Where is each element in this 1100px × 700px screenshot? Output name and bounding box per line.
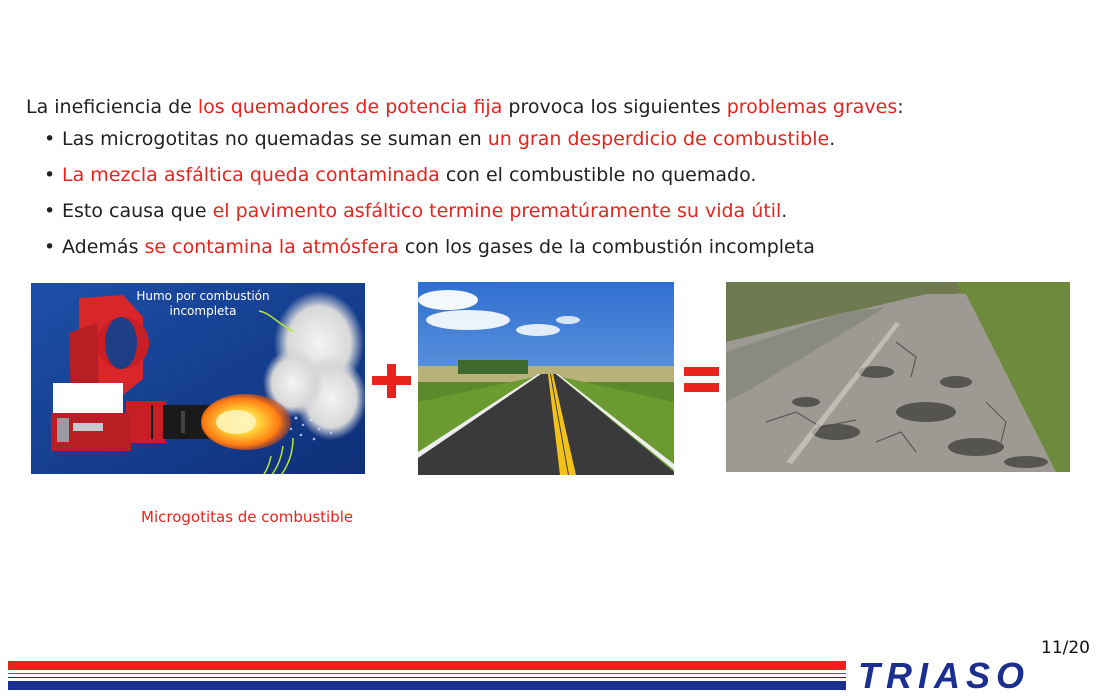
footer-stripe-blue-thin bbox=[8, 677, 846, 678]
bullet-text: con los gases de la combustión incompleta bbox=[398, 236, 815, 258]
intro-highlight-burners: los quemadores de potencia fija bbox=[197, 96, 503, 118]
equals-icon bbox=[684, 367, 719, 393]
triaso-logo: TRIASO bbox=[858, 655, 1031, 696]
new-road-image bbox=[418, 282, 674, 475]
bullet-dot-icon: • bbox=[44, 164, 56, 186]
intro-prefix: La ineficiencia de bbox=[26, 96, 198, 118]
list-item bbox=[44, 164, 835, 200]
plus-icon bbox=[371, 364, 411, 398]
bullet-dot-icon: • bbox=[44, 128, 56, 150]
bullet-dot-icon: • bbox=[44, 236, 56, 258]
intro-sentence bbox=[26, 96, 904, 118]
intro-middle: provoca los siguientes bbox=[502, 96, 727, 118]
bullet-highlight: un gran desperdicio de combustible bbox=[487, 128, 830, 150]
list-item bbox=[44, 128, 835, 164]
bullet-text: Esto causa que bbox=[62, 200, 213, 222]
fuel-droplets-label: Microgotitas de combustible bbox=[141, 508, 354, 526]
bullet-dot-icon: • bbox=[44, 200, 56, 222]
damaged-road-image bbox=[726, 282, 1070, 472]
footer-stripe-red bbox=[8, 661, 846, 670]
list-item bbox=[44, 236, 835, 272]
bullet-highlight: La mezcla asfáltica queda contaminada bbox=[62, 164, 440, 186]
intro-suffix: : bbox=[897, 96, 904, 118]
list-item bbox=[44, 200, 835, 236]
bullet-text: Además bbox=[62, 236, 145, 258]
bullet-highlight: se contamina la atmósfera bbox=[144, 236, 399, 258]
page-number: 11/20 bbox=[1041, 638, 1090, 658]
footer-stripe-blue bbox=[8, 681, 846, 690]
bullet-text: . bbox=[781, 200, 788, 222]
intro-highlight-problems: problemas graves bbox=[726, 96, 898, 118]
bullet-text: con el combustible no quemado. bbox=[439, 164, 757, 186]
bullet-text: Las microgotitas no quemadas se suman en bbox=[62, 128, 488, 150]
bullet-highlight: el pavimento asfáltico termine prematúramente su vida útil bbox=[212, 200, 782, 222]
problems-list bbox=[44, 128, 835, 272]
smoke-label: Humo por combustión incompleta bbox=[136, 289, 270, 318]
footer-stripe-red-thin bbox=[8, 673, 846, 674]
bullet-text: . bbox=[829, 128, 836, 150]
